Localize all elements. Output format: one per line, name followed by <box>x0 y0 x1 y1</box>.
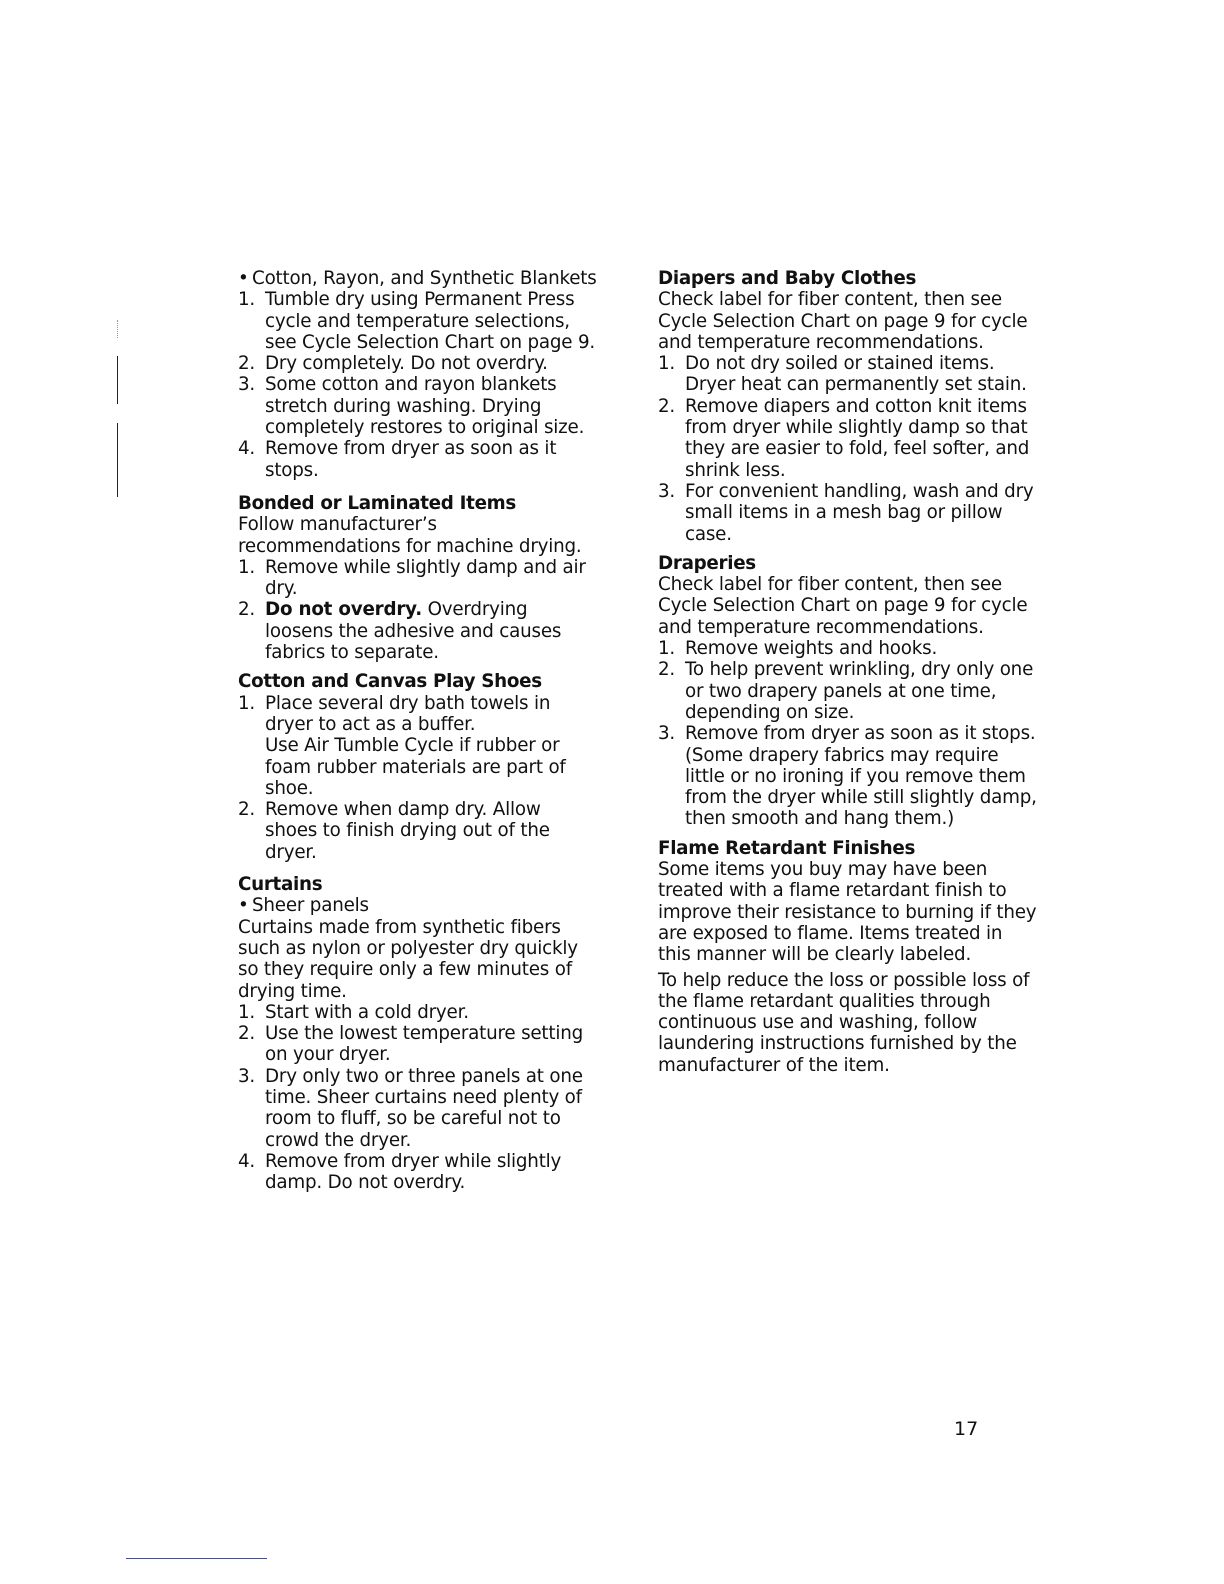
curtains-section <box>238 874 598 1193</box>
list-item: 2. Remove when damp dry. Allow shoes to finish drying out of the dryer. <box>238 799 550 863</box>
section-intro: Curtains made from synthetic fibers such as nylon or polyester dry quickly so they require only a few minutes of drying time. <box>238 916 578 1002</box>
list-item: 2. Dry completely. Do not overdry. <box>238 353 548 375</box>
section-heading: Flame Retardant Finishes <box>658 837 916 859</box>
list-item: 2. To help prevent wrinkling, dry only one or two drapery panels at one time, depending on size. <box>658 659 1034 723</box>
bullet-icon: • <box>238 268 249 289</box>
list-item: 1. Remove weights and hooks. <box>658 638 938 660</box>
list-item: 3. Dry only two or three panels at one time. Sheer curtains need plenty of room to fluff, so be careful not to crowd the dryer. <box>238 1065 583 1151</box>
list-item: 2. Use the lowest temperature setting on your dryer. <box>238 1023 584 1066</box>
list-item: 4. Remove from dryer as soon as it stops. <box>238 438 557 481</box>
list-item: 1. Tumble dry using Permanent Press cycle and temperature selections, see Cycle Selection Chart on page 9. <box>238 289 596 353</box>
list-item: 2. Do not overdry. Overdrying loosens the adhesive and causes fabrics to separate. <box>238 599 562 664</box>
curtains-subtitle: • Sheer panels <box>238 895 369 917</box>
list-item: 1. Remove while slightly damp and air dry. <box>238 556 586 600</box>
flame-section <box>658 838 1038 1076</box>
blankets-list <box>238 289 598 481</box>
draperies-section <box>658 553 1038 830</box>
list-item: 4. Remove from dryer while slightly damp. Do not overdry. <box>238 1150 562 1194</box>
list-item: 2. Remove diapers and cotton knit items from dryer while slightly damp so that they are easier to fold, feel softer, and shrink less. <box>658 395 1030 481</box>
section-intro: Follow manufacturer’s recommendations for machine drying. <box>238 514 582 557</box>
curtains-list <box>238 1002 598 1194</box>
section-intro: Check label for fiber content, then see Cycle Selection Chart on page 9 for cycle and temperature recommendations. <box>658 289 1028 353</box>
blankets-title: • Cotton, Rayon, and Synthetic Blankets <box>238 268 597 289</box>
bottom-rule <box>126 1558 267 1559</box>
margin-mark <box>117 423 118 497</box>
list-item: 1. Do not dry soiled or stained items. Dryer heat can permanently set stain. <box>658 353 1027 396</box>
shoes-list <box>238 693 598 863</box>
shoes-section <box>238 671 598 863</box>
bullet-icon: • <box>238 895 249 917</box>
section-heading: Curtains <box>238 874 323 896</box>
list-item: 3. Some cotton and rayon blankets stretch during washing. Drying completely restores to original size. <box>238 374 585 439</box>
list-item: 3. Remove from dryer as soon as it stops. (Some drapery fabrics may require little or no ironing if you remove them from the dryer while still slightly damp, then smooth and hang them.) <box>658 723 1037 830</box>
flame-paragraph-2: To help reduce the loss or possible loss of the flame retardant qualities through continuous use and washing, follow laundering instructions furnished by the manufacturer of the item. <box>658 969 1030 1076</box>
list-item: 1. Start with a cold dryer. <box>238 1001 469 1023</box>
draperies-list <box>658 638 1038 830</box>
page-number: 17 <box>954 1418 979 1440</box>
margin-mark <box>117 356 118 404</box>
flame-paragraph-1: Some items you buy may have been treated with a flame retardant finish to improve their resistance to burning if they are exposed to flame. Items treated in this manner will be clearly labeled. <box>658 859 1037 966</box>
bonded-list <box>238 557 598 663</box>
list-item: 3. For convenient handling, wash and dry small items in a mesh bag or pillow case. <box>658 480 1034 545</box>
right-column <box>658 268 1038 1076</box>
bonded-section <box>238 493 598 663</box>
section-heading: Draperies <box>658 552 756 574</box>
section-intro: Check label for fiber content, then see Cycle Selection Chart on page 9 for cycle and temperature recommendations. <box>658 574 1028 638</box>
margin-mark <box>117 320 118 338</box>
blankets-section <box>238 268 598 481</box>
diapers-list <box>658 353 1038 545</box>
section-heading: Cotton and Canvas Play Shoes <box>238 671 542 693</box>
section-heading: Bonded or Laminated Items <box>238 492 516 514</box>
section-heading: Diapers and Baby Clothes <box>658 268 917 289</box>
list-item: 1. Place several dry bath towels in dryer to act as a buffer. Use Air Tumble Cycle if rubber or foam rubber materials are part of shoe. <box>238 692 566 799</box>
diapers-section <box>658 268 1038 545</box>
left-column <box>238 268 598 1193</box>
